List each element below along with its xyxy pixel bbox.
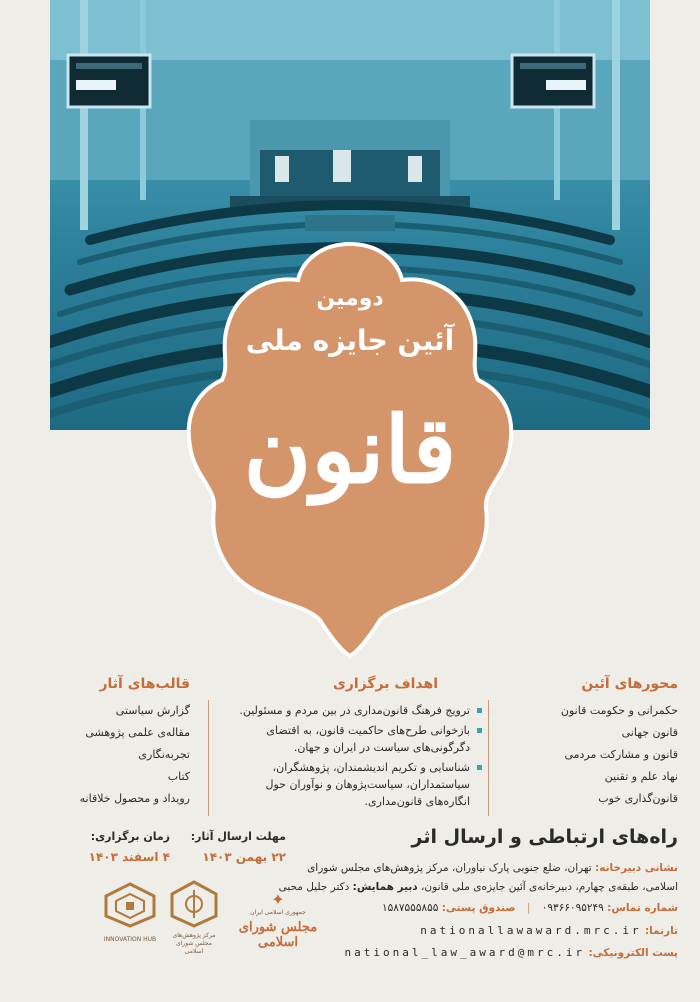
submission-deadline-date: ۲۲ بهمن ۱۴۰۳: [202, 850, 286, 864]
separator: |: [526, 902, 531, 914]
axes-list: [508, 700, 678, 810]
innovation-hub-text: INNOVATION HUB: [103, 936, 157, 943]
list-item: گزارش سیاستی: [115, 704, 190, 717]
majlis-logo-text: مجلس شورای اسلامی: [238, 920, 318, 950]
column-divider: [488, 700, 489, 816]
pobox-number: ۱۵۸۷۵۵۵۸۵۵: [381, 902, 439, 914]
contact-title: راه‌های ارتباطی و ارسال اثر: [411, 826, 678, 848]
list-item: حکمرانی و حکومت قانون: [560, 704, 678, 717]
phone-number[interactable]: ۰۹۳۶۶۰۹۵۲۴۹: [541, 902, 604, 914]
phone-row: [382, 902, 678, 914]
majlis-logo: [230, 890, 326, 970]
secretary-name: دکتر جلیل محبی: [278, 881, 350, 893]
list-item: رویداد و محصول خلاقانه: [79, 792, 190, 805]
event-date-label: زمان برگزاری:: [90, 830, 170, 843]
website-link[interactable]: nationallawaward.mrc.ir: [420, 924, 642, 937]
list-item: قانون و مشارکت مردمی: [564, 748, 678, 761]
list-item: قانون‌گذاری خوب: [598, 792, 678, 805]
list-item: قانون جهانی: [621, 726, 678, 739]
list-item: بازخوانی طرح‌های حاکمیت قانون، به اقتضای دگرگونی‌های سیاست در ایران و جهان.: [220, 722, 482, 756]
goals-list: [220, 702, 482, 813]
research-center-logo: [166, 880, 222, 956]
address-row-2: [279, 881, 678, 893]
majlis-logo-small: جمهوری اسلامی ایران: [250, 909, 306, 916]
email-row: [345, 946, 678, 959]
research-center-emblem-icon: [166, 880, 222, 928]
research-center-text: مرکز پژوهش‌های مجلس شورای اسلامی: [172, 932, 216, 955]
list-item: کتاب: [167, 770, 190, 783]
list-item: نهاد علم و تقنین: [604, 770, 678, 783]
phone-label: شماره تماس:: [607, 902, 678, 914]
list-item: ترویج فرهنگ قانون‌مداری در بین مردم و مسئولین.: [220, 702, 482, 719]
axes-title: محورهای آئین: [581, 676, 678, 692]
website-row: [420, 924, 678, 937]
award-title-badge: [180, 240, 520, 660]
email-link[interactable]: national_law_award@mrc.ir: [344, 946, 586, 959]
list-item: شناسایی و تکریم اندیشمندان، پژوهشگران، سیاستمداران، سیاست‌پژوهان و نوآوران حول انگاره‌های قانون‌مداری.: [220, 759, 482, 810]
title-main-word: قانون: [243, 396, 457, 504]
address-row: [307, 862, 678, 874]
list-item: تجربه‌نگاری: [138, 748, 190, 761]
hexagon-logo-icon: [100, 882, 160, 928]
website-label: تارنما:: [644, 925, 678, 937]
address-line-2: اسلامی، طبقه‌ی چهارم، دبیرخانه‌ی آئین جایزه‌ی ملی قانون،: [421, 881, 678, 893]
formats-list: [30, 700, 190, 810]
title-ordinal: دومین: [316, 286, 384, 311]
address-label: نشانی دبیرخانه:: [595, 862, 678, 874]
title-award-name: آئین جایزه ملی: [245, 324, 455, 357]
column-divider: [208, 700, 209, 816]
emblem-icon: ✦: [271, 890, 285, 909]
submission-deadline-label: مهلت ارسال آثار:: [190, 830, 286, 843]
formats-title: قالب‌های آثار: [99, 676, 190, 692]
address-line-1: تهران، ضلع جنوبی پارک نیاوران، مرکز پژوهش‌های مجلس شورای: [307, 862, 592, 874]
list-item: مقاله‌ی علمی پژوهشی: [85, 726, 190, 739]
goals-title: اهداف برگزاری: [332, 676, 438, 692]
secretary-label: دبیر همایش:: [352, 881, 418, 893]
event-date-value: ۴ اسفند ۱۴۰۳: [88, 850, 170, 864]
email-label: پست الکترونیکی:: [588, 947, 678, 959]
pobox-label: صندوق پستی:: [441, 902, 516, 914]
innovation-hub-logo: [100, 882, 160, 952]
